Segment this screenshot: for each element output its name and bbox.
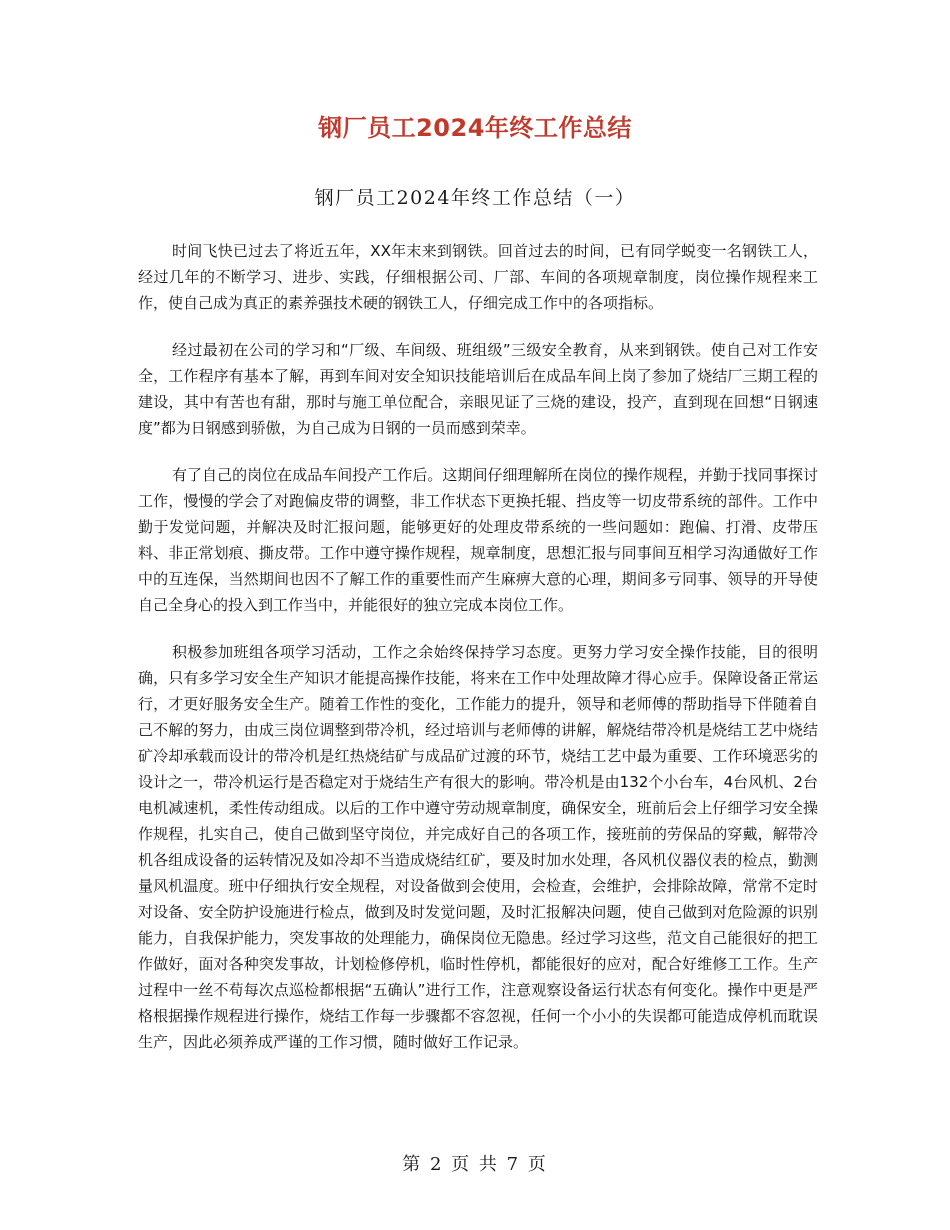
document-body	[138, 238, 818, 1076]
paragraph-3: 有了自己的岗位在成品车间投产工作后。这期间仔细理解所在岗位的操作规程，并勤于找同事探讨工作，慢慢的学会了对跑偏皮带的调整，非工作状态下更换托辊、挡皮等一切皮带系统的部件。工作中勤于发觉问题，并解决及时汇报问题，能够更好的处理皮带系统的一些问题如：跑偏、打滑、皮带压料、非正常划痕、撕皮带。工作中遵守操作规程，规章制度，思想汇报与同事间互相学习沟通做好工作中的互连保，当然期间也因不了解工作的重要性而产生麻痹大意的心理，期间多亏同事、领导的开导使自己全身心的投入到工作当中，并能很好的独立完成本岗位工作。	[138, 466, 818, 614]
page-number-footer: 第 2 页 共 7 页	[402, 1154, 548, 1175]
document-title: 钢厂员工2024年终工作总结	[318, 114, 632, 142]
paragraph-2: 经过最初在公司的学习和“厂级、车间级、班组级”三级安全教育，从来到钢铁。使自己对工作安全，工作程序有基本了解，再到车间对安全知识技能培训后在成品车间上岗了参加了烧结厂三期工程的建设，其中有苦也有甜，那时与施工单位配合，亲眼见证了三烧的建设，投产，直到现在回想“日钢速度”都为日钢感到骄傲，为自己成为日钢的一员而感到荣幸。	[138, 341, 818, 437]
section-subtitle: 钢厂员工2024年终工作总结（一）	[314, 187, 636, 209]
paragraph-1: 时间飞快已过去了将近五年，XX年末来到钢铁。回首过去的时间，已有同学蜕变一名钢铁工人，经过几年的不断学习、进步、实践，仔细根据公司、厂部、车间的各项规章制度，岗位操作规程来工作，使自己成为真正的素养强技术硬的钢铁工人，仔细完成工作中的各项指标。	[138, 242, 818, 312]
paragraph-4: 积极参加班组各项学习活动，工作之余始终保持学习态度。更努力学习安全操作技能，目的很明确，只有多学习安全生产知识才能提高操作技能，将来在工作中处理故障才得心应手。保障设备正常运行，才更好服务安全生产。随着工作性的变化，工作能力的提升，领导和老师傅的帮助指导下伴随着自己不解的努力，由成三岗位调整到带冷机，经过培训与老师傅的讲解，解烧结带冷机是烧结工艺中烧结矿冷却承载而设计的带冷机是红热烧结矿与成品矿过渡的环节，烧结工艺中最为重要、工作环境恶劣的设计之一，带冷机运行是否稳定对于烧结生产有很大的影响。带冷机是由132个小台车，4台风机、2台电机减速机，柔性传动组成。以后的工作中遵守劳动规章制度，确保安全，班前后会上仔细学习安全操作规程，扎实自己，使自己做到坚守岗位，并完成好自己的各项工作，接班前的劳保品的穿戴，解带冷机各组成设备的运转情况及如冷却不当造成烧结红矿，要及时加水处理，各风机仪器仪表的检点，勤测量风机温度。班中仔细执行安全规程，对设备做到会使用，会检查，会维护，会排除故障，常常不定时对设备、安全防护设施进行检点，做到及时发觉问题，及时汇报解决问题，使自己做到对危险源的识别能力，自我保护能力，突发事故的处理能力，确保岗位无隐患。经过学习这些，范文自己能很好的把工作做好，面对各种突发事故，计划检修停机，临时性停机，都能很好的应对，配合好维修工工作。生产过程中一丝不苟每次点巡检都根据“五确认”进行工作，注意观察设备运行状态有何变化。操作中更是严格根据操作规程进行操作，烧结工作每一步骤都不容忽视，任何一个小小的失误都可能造成停机而耽误生产，因此必须养成严谨的工作习惯，随时做好工作记录。	[138, 643, 818, 1051]
